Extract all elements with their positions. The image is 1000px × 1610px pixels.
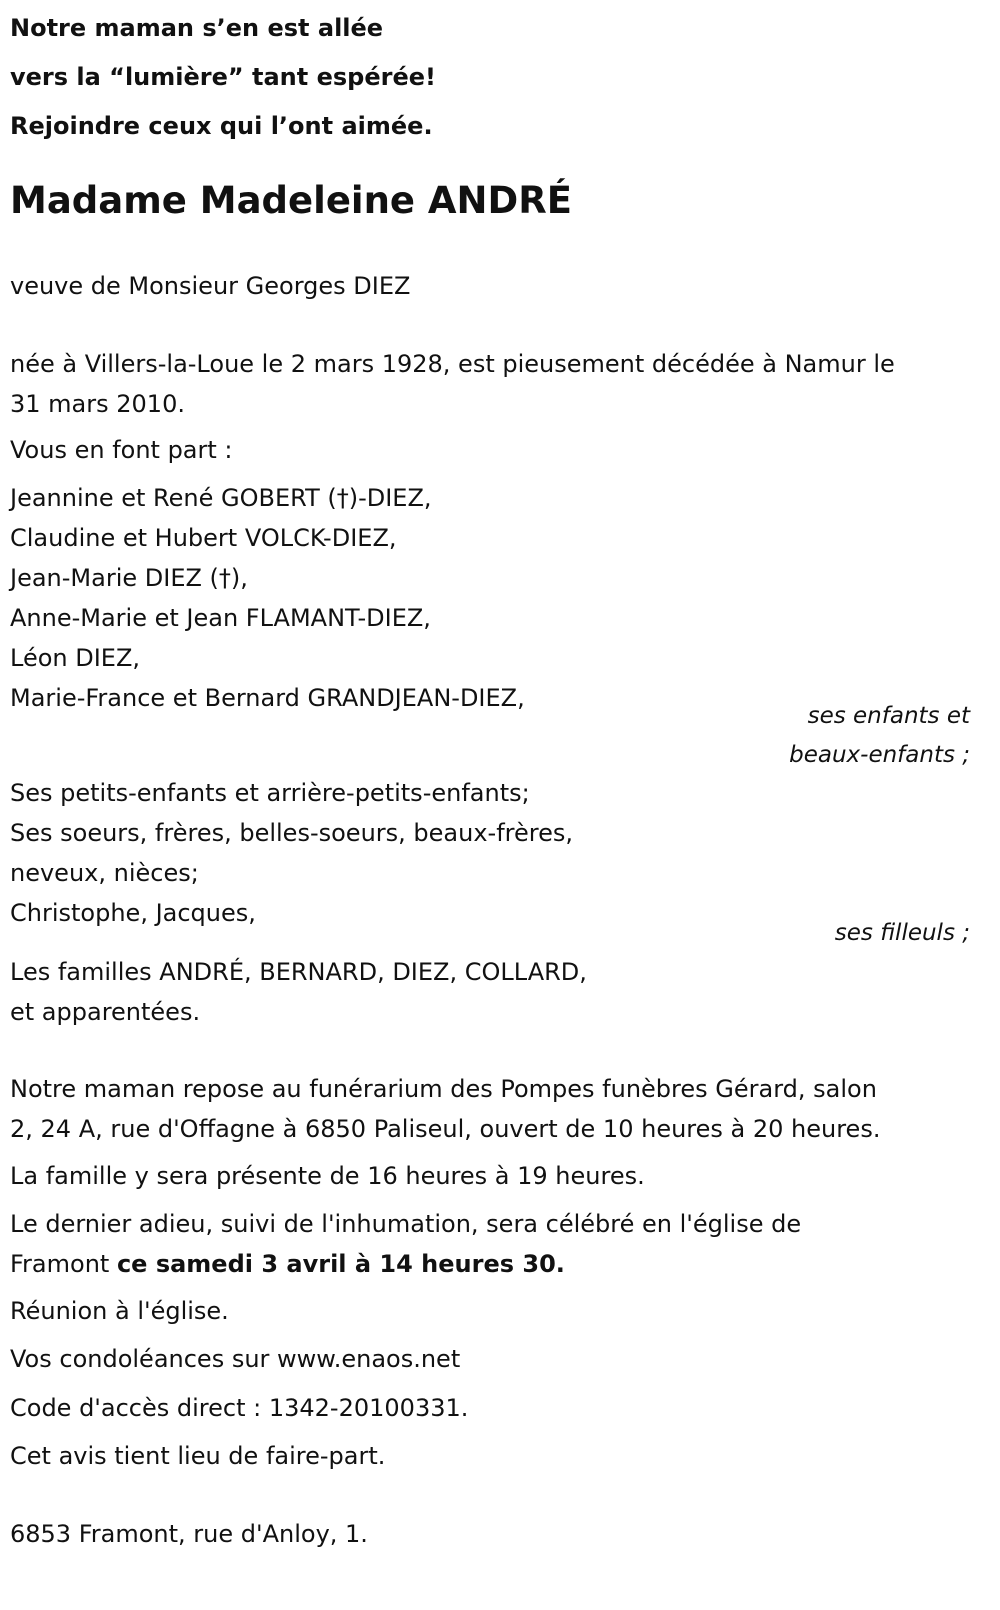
family-entry: Ses petits-enfants et arrière-petits-enfants; [10,779,530,807]
families-line-2: et apparentées. [10,998,201,1026]
child-entry: Claudine et Hubert VOLCK-DIEZ, [10,524,397,552]
family-list [10,773,980,933]
child-entry: Marie-France et Bernard GRANDJEAN-DIEZ, [10,684,525,712]
farewell-place: Framont [10,1250,117,1278]
rest-line-2: 2, 24 A, rue d'Offagne à 6850 Paliseul, ouvert de 10 heures à 20 heures. [10,1115,881,1143]
children-note-line-2: beaux-enfants ; [789,742,970,768]
child-entry: Léon DIEZ, [10,644,141,672]
child-entry: Jean-Marie DIEZ (†), [10,564,248,592]
godchildren-note: ses filleuls ; [834,920,970,946]
child-entry: Jeannine et René GOBERT (†)-DIEZ, [10,484,432,512]
address: 6853 Framont, rue d'Anloy, 1. [10,1520,368,1548]
family-entry: neveux, nièces; [10,859,199,887]
poem-line-3: Rejoindre ceux qui l’ont aimée. [10,112,433,140]
birth-death-line-1: née à Villers-la-Loue le 2 mars 1928, est pieusement décédée à Namur le [10,350,895,378]
widow-of: veuve de Monsieur Georges DIEZ [10,272,411,300]
child-entry: Anne-Marie et Jean FLAMANT-DIEZ, [10,604,431,632]
poem-line-2: vers la “lumière” tant espérée! [10,63,436,91]
rest-line-1: Notre maman repose au funérarium des Pompes funèbres Gérard, salon [10,1075,877,1103]
children-note-line-1: ses enfants et [807,703,970,729]
families [10,952,980,1032]
family-entry: Christophe, Jacques, [10,899,256,927]
families-line-1: Les familles ANDRÉ, BERNARD, DIEZ, COLLARD, [10,958,587,986]
announcement-intro: Vous en font part : [10,436,233,464]
access-code: Code d'accès direct : 1342-20100331. [10,1394,469,1422]
family-entry: Ses soeurs, frères, belles-soeurs, beaux-frères, [10,819,573,847]
farewell-date: ce samedi 3 avril à 14 heures 30. [116,1250,565,1278]
birth-death-line-2: 31 mars 2010. [10,390,185,418]
deceased-name: Madame Madeleine ANDRÉ [10,179,572,222]
birth-death [10,344,980,424]
rest-info [10,1069,980,1149]
children-list [10,478,980,718]
poem [10,4,970,151]
farewell [10,1204,980,1284]
family-presence: La famille y sera présente de 16 heures à 19 heures. [10,1162,645,1190]
notice: Cet avis tient lieu de faire-part. [10,1442,386,1470]
farewell-line-1: Le dernier adieu, suivi de l'inhumation, sera célébré en l'église de [10,1210,802,1238]
poem-line-1: Notre maman s’en est allée [10,14,384,42]
children-note [789,697,970,775]
meeting: Réunion à l'église. [10,1297,229,1325]
condolences: Vos condoléances sur www.enaos.net [10,1345,461,1373]
farewell-line-2 [10,1244,980,1284]
